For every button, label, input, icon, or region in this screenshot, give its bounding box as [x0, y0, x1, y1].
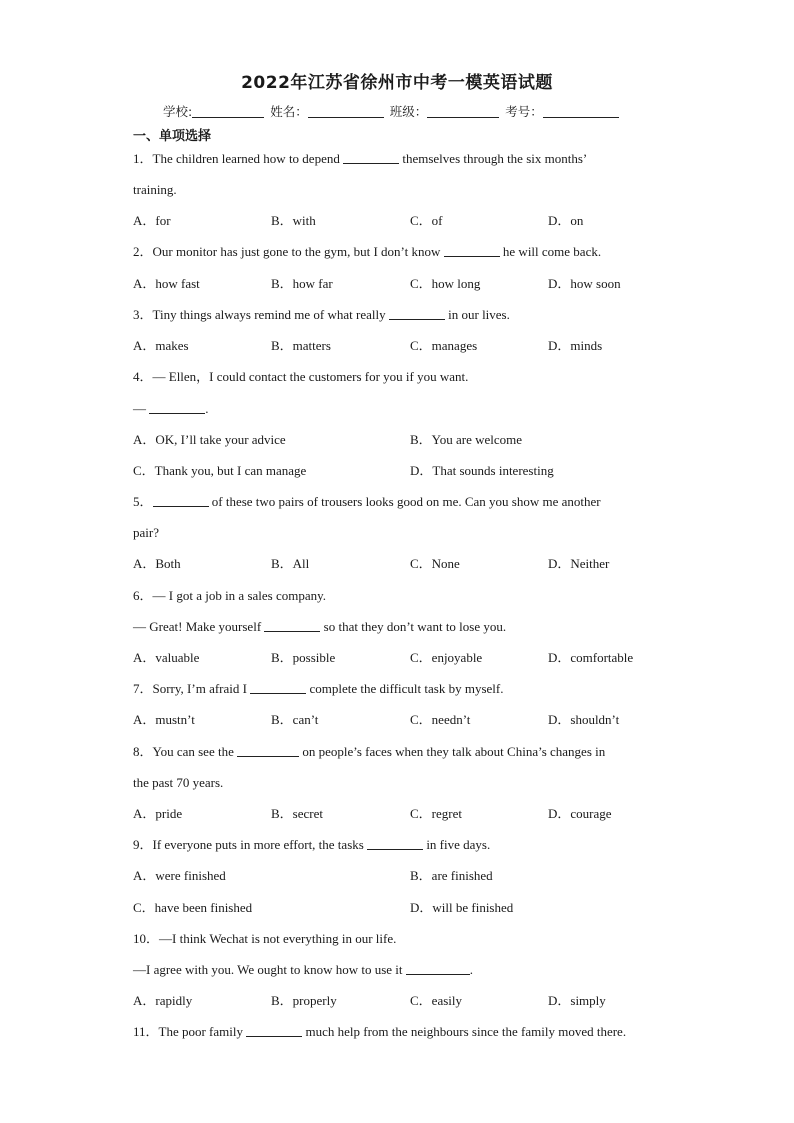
- q5-option-c[interactable]: C．None: [410, 556, 460, 571]
- q6-option-c[interactable]: C．enjoyable: [410, 650, 483, 665]
- q4-option-a[interactable]: A．OK, I’ll take your advice: [133, 432, 286, 447]
- question-1-continued: training.: [133, 182, 177, 197]
- q4-option-b[interactable]: B．You are welcome: [410, 432, 523, 447]
- q7-option-b[interactable]: B．can’t: [271, 712, 319, 727]
- page-title: 2022年江苏省徐州市中考一模英语试题: [241, 73, 553, 93]
- q10-option-b[interactable]: B．properly: [271, 993, 337, 1008]
- q5-option-d[interactable]: D．Neither: [548, 556, 610, 571]
- question-5-continued: pair?: [133, 525, 159, 540]
- q10-option-a[interactable]: A．rapidly: [133, 993, 193, 1008]
- question-2: 2．Our monitor has just gone to the gym, but I don’t know he will come back.: [133, 244, 602, 259]
- question-11: 11．The poor family much help from the neighbours since the family moved there.: [133, 1024, 627, 1039]
- q2-option-a[interactable]: A．how fast: [133, 276, 200, 291]
- question-9: 9．If everyone puts in more effort, the tasks in five days.: [133, 837, 491, 852]
- question-7: 7．Sorry, I’m afraid I complete the difficult task by myself.: [133, 681, 504, 696]
- answer-blank: [264, 619, 320, 632]
- q6-option-d[interactable]: D．comfortable: [548, 650, 634, 665]
- answer-blank: [153, 494, 209, 507]
- answer-blank: [444, 244, 500, 257]
- q10-option-c[interactable]: C．easily: [410, 993, 462, 1008]
- q6-option-a[interactable]: A．valuable: [133, 650, 200, 665]
- q8-option-b[interactable]: B．secret: [271, 806, 323, 821]
- q3-option-c[interactable]: C．manages: [410, 338, 478, 353]
- q2-option-d[interactable]: D．how soon: [548, 276, 621, 291]
- question-4-reply: — .: [133, 401, 209, 416]
- q5-option-b[interactable]: B．All: [271, 556, 310, 571]
- exam-number-blank: [543, 103, 619, 118]
- answer-blank: [389, 307, 445, 320]
- question-10: 10．—I think Wechat is not everything in our life.: [133, 931, 397, 946]
- question-6-reply: — Great! Make yourself so that they don’t want to lose you.: [133, 619, 507, 634]
- name-blank: [308, 103, 384, 118]
- school-blank: [192, 103, 264, 118]
- q3-option-d[interactable]: D．minds: [548, 338, 603, 353]
- q8-option-a[interactable]: A．pride: [133, 806, 183, 821]
- q7-option-c[interactable]: C．needn’t: [410, 712, 471, 727]
- question-1: 1．The children learned how to depend themselves through the six months’: [133, 151, 588, 166]
- section-heading: 一、单项选择: [133, 129, 212, 144]
- answer-blank: [406, 962, 470, 975]
- q7-option-d[interactable]: D．shouldn’t: [548, 712, 620, 727]
- q1-option-b[interactable]: B．with: [271, 213, 316, 228]
- q10-option-d[interactable]: D．simply: [548, 993, 606, 1008]
- name-label: 姓名：: [270, 104, 308, 119]
- q1-option-d[interactable]: D．on: [548, 213, 584, 228]
- answer-blank: [149, 401, 205, 414]
- answer-blank: [250, 681, 306, 694]
- question-8-continued: the past 70 years.: [133, 775, 224, 790]
- q6-option-b[interactable]: B．possible: [271, 650, 336, 665]
- answer-blank: [343, 151, 399, 164]
- q8-option-d[interactable]: D．courage: [548, 806, 612, 821]
- q1-option-a[interactable]: A．for: [133, 213, 171, 228]
- answer-blank: [367, 837, 423, 850]
- question-5: 5． of these two pairs of trousers looks good on me. Can you show me another: [133, 494, 601, 509]
- class-label: 班级：: [389, 104, 428, 119]
- q4-option-c[interactable]: C．Thank you, but I can manage: [133, 463, 307, 478]
- q4-option-d[interactable]: D．That sounds interesting: [410, 463, 554, 478]
- question-8: 8．You can see the on people’s faces when they talk about China’s changes in: [133, 744, 606, 759]
- question-3: 3．Tiny things always remind me of what really in our lives.: [133, 307, 510, 322]
- q8-option-c[interactable]: C．regret: [410, 806, 462, 821]
- exam-number-label: 考号：: [505, 104, 543, 119]
- question-4: 4．— Ellen，I could contact the customers for you if you want.: [133, 369, 469, 384]
- q9-option-a[interactable]: A．were finished: [133, 868, 226, 883]
- answer-blank: [237, 744, 299, 757]
- question-10-reply: —I agree with you. We ought to know how to use it .: [133, 962, 474, 977]
- student-info-line: [163, 102, 619, 120]
- question-6: 6．— I got a job in a sales company.: [133, 588, 327, 603]
- q9-option-d[interactable]: D．will be finished: [410, 900, 514, 915]
- q7-option-a[interactable]: A．mustn’t: [133, 712, 195, 727]
- q9-option-c[interactable]: C．have been finished: [133, 900, 253, 915]
- q2-option-c[interactable]: C．how long: [410, 276, 481, 291]
- school-label: 学校:: [163, 104, 193, 119]
- q5-option-a[interactable]: A．Both: [133, 556, 181, 571]
- answer-blank: [246, 1024, 302, 1037]
- q2-option-b[interactable]: B．how far: [271, 276, 333, 291]
- class-blank: [427, 103, 499, 118]
- q9-option-b[interactable]: B．are finished: [410, 868, 493, 883]
- q3-option-a[interactable]: A．makes: [133, 338, 189, 353]
- q1-option-c[interactable]: C．of: [410, 213, 443, 228]
- q3-option-b[interactable]: B．matters: [271, 338, 331, 353]
